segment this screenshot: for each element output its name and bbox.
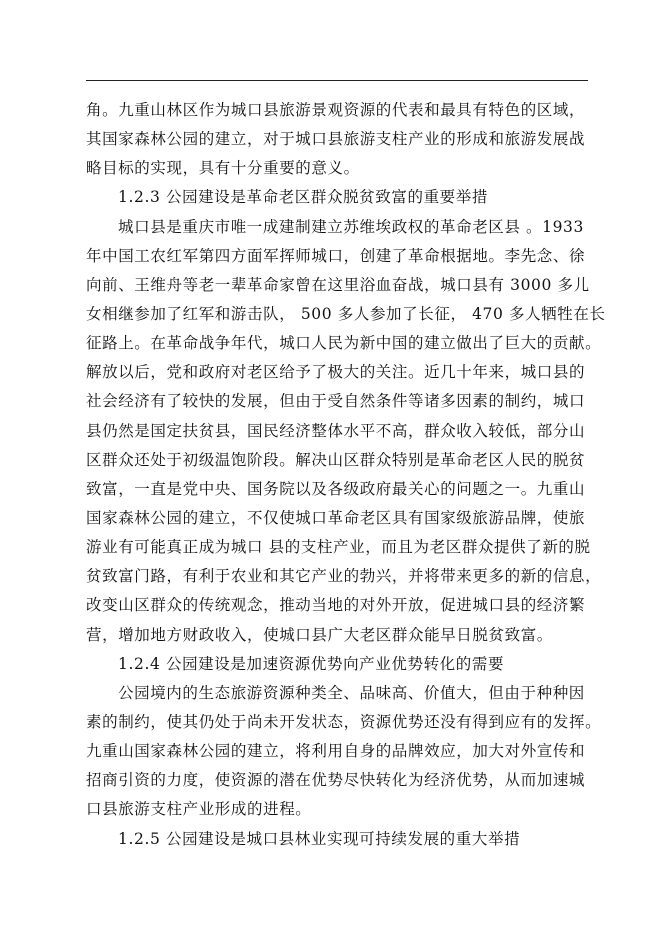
text-line: 国家森林公园的建立，不仅使城口革命老区具有国家级旅游品牌，使旅 [86, 508, 586, 527]
text-line: 招商引资的力度，使资源的潜在优势尽快转化为经济优势，从而加速城 [86, 771, 586, 790]
text-line: 其国家森林公园的建立，对于城口县旅游支柱产业的形成和旅游发展战 [86, 130, 586, 149]
section-heading-1-2-4: 1.2.4 公园建设是加速资源优势向产业优势转化的需要 [118, 654, 505, 673]
text-line: 略目标的实现，具有十分重要的意义。 [86, 159, 360, 178]
section-heading-1-2-3: 1.2.3 公园建设是革命老区群众脱贫致富的重要举措 [118, 188, 488, 207]
text-line: 口县旅游支柱产业形成的进程。 [86, 800, 312, 819]
text-line: 游业有可能真正成为城口 县的支柱产业，而且为老区群众提供了新的脱 [86, 538, 591, 557]
text-line: 区群众还处于初级温饱阶段。解决山区群众特别是革命老区人民的脱贫 [86, 450, 586, 469]
text-line: 向前、王维舟等老一辈革命家曾在这里浴血奋战，城口县有 3000 多儿 [86, 275, 590, 294]
text-line: 角。九重山林区作为城口县旅游景观资源的代表和最具有特色的区域， [86, 101, 586, 119]
text-line: 女相继参加了红军和游击队， 500 多人参加了长征， 470 多人牺牲在长 [86, 304, 606, 323]
text-line: 县仍然是国定扶贫县，国民经济整体水平不高，群众收入较低，部分山 [86, 421, 586, 440]
text-line: 社会经济有了较快的发展，但由于受自然条件等诸多因素的制约，城口 [86, 392, 586, 411]
text-line: 解放以后，党和政府对老区给予了极大的关注。近几十年来，城口县的 [86, 363, 586, 382]
text-line: 改变山区群众的传统观念，推动当地的对外开放，促进城口县的经济繁 [86, 596, 586, 615]
text-line: 征路上。在革命战争年代，城口人民为新中国的建立做出了巨大的贡献。 [86, 334, 602, 353]
paragraph-start: 城口县是重庆市唯一成建制建立苏维埃政权的革命老区县 。1933 [118, 217, 584, 236]
text-line: 营，增加地方财政收入，使城口县广大老区群众能早日脱贫致富。 [86, 625, 553, 644]
header-rule [86, 80, 588, 81]
document-body [86, 96, 606, 854]
text-line: 致富，一直是党中央、国务院以及各级政府最关心的问题之一。九重山 [86, 479, 586, 498]
paragraph-start: 公园境内的生态旅游资源种类全、品味高、价值大，但由于种种因 [118, 683, 585, 702]
text-line: 年中国工农红军第四方面军挥师城口，创建了革命根据地。李先念、徐 [86, 246, 586, 265]
text-line: 贫致富门路，有利于农业和其它产业的勃兴，并将带来更多的新的信息， [86, 567, 602, 586]
section-heading-1-2-5: 1.2.5 公园建设是城口县林业实现可持续发展的重大举措 [118, 829, 521, 848]
text-line: 素的制约，使其仍处于尚未开发状态，资源优势还没有得到应有的发挥。 [86, 712, 602, 731]
text-line: 九重山国家森林公园的建立，将利用自身的品牌效应，加大对外宣传和 [86, 742, 586, 761]
